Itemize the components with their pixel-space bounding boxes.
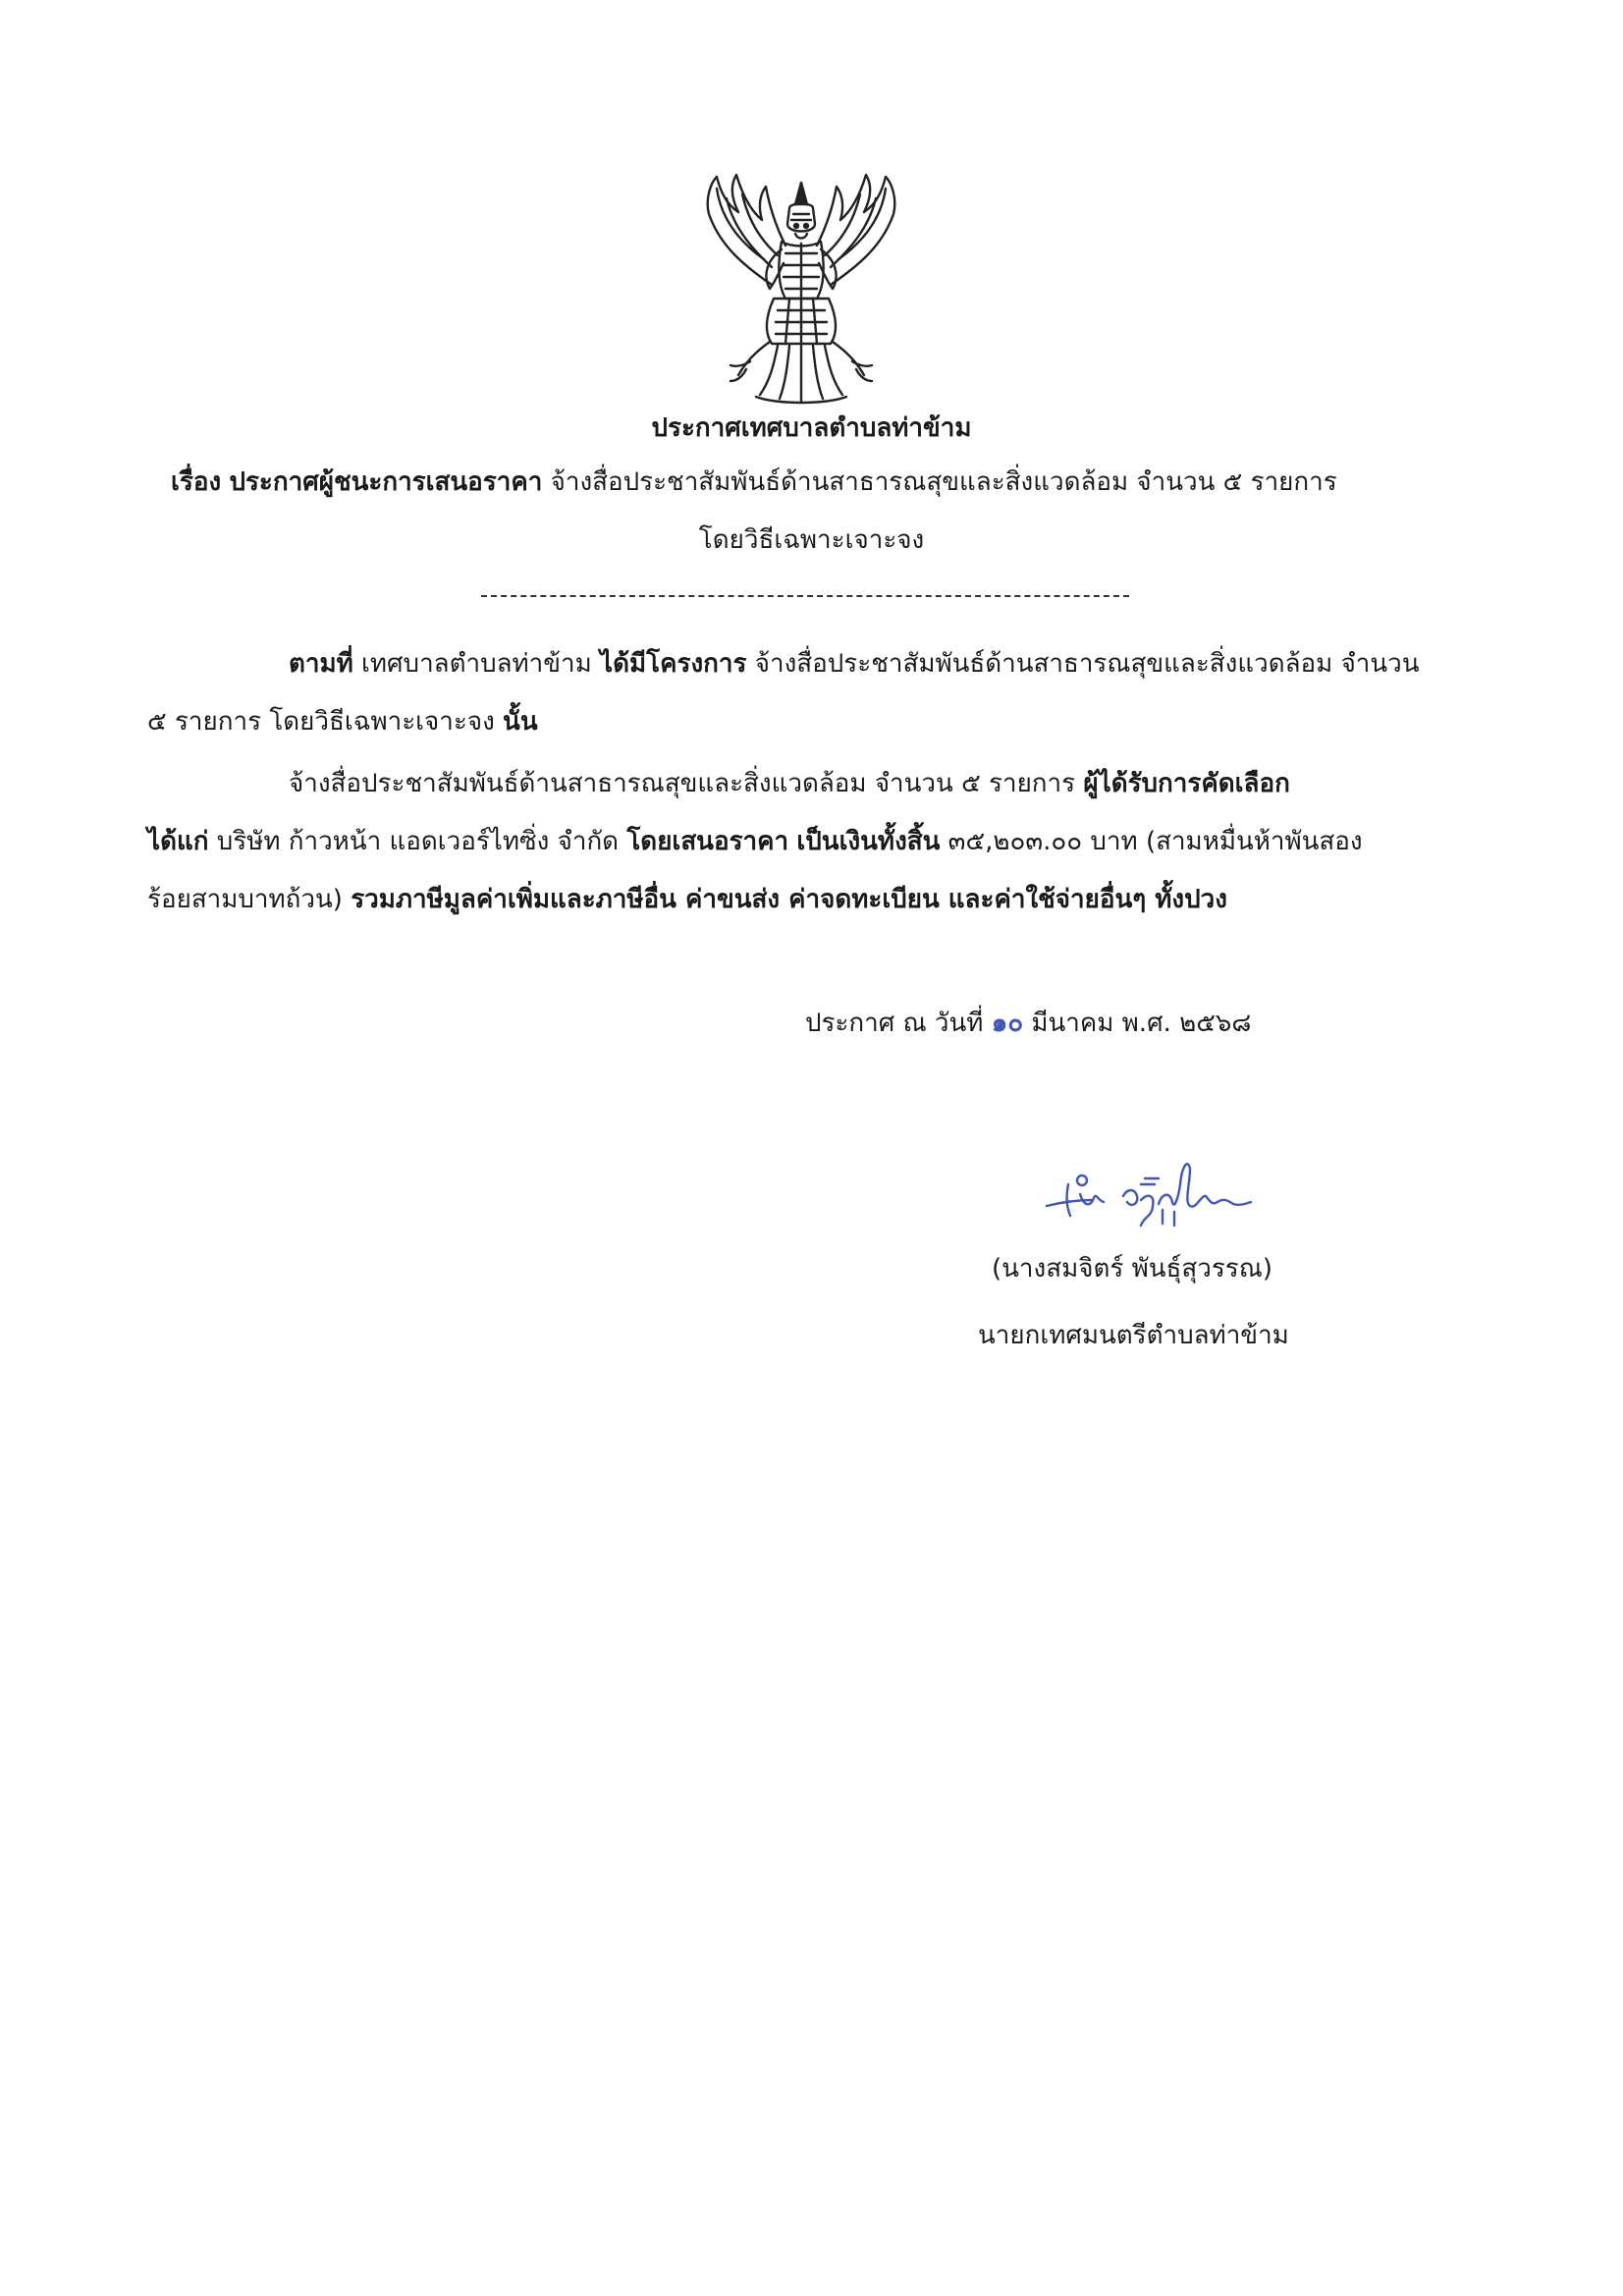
signer-position: นายกเทศมนตรีตำบลท่าข้าม [978, 1321, 1289, 1350]
handwritten-signature [1033, 1145, 1269, 1233]
announcement-date [805, 1004, 1251, 1043]
date-day-handwritten: ๑๐ [991, 1009, 1024, 1038]
paragraph-1-line-2 [147, 702, 538, 741]
p1-end: นั้น [503, 707, 538, 737]
paragraph-1-line-1 [289, 644, 1420, 683]
paragraph-2-line-1 [289, 764, 1290, 803]
subject-label: เรื่อง [171, 467, 222, 497]
p1-project-label: ได้มีโครงการ [600, 649, 747, 679]
divider [481, 595, 1129, 597]
p2-inclusions: รวมภาษีมูลค่าเพิ่มและภาษีอื่น ค่าขนส่ง ค่าจดทะเบียน และค่าใช้จ่ายอื่นๆ ทั้งปวง [351, 885, 1227, 914]
date-month-year: มีนาคม พ.ศ. ๒๕๖๘ [1031, 1009, 1252, 1038]
paragraph-2-line-3 [147, 880, 1227, 919]
p2-winner: บริษัท ก้าวหน้า แอดเวอร์ไทซิ่ง จำกัด [216, 827, 620, 856]
p2-total-label: เป็นเงินทั้งสิ้น [796, 827, 941, 856]
p2-amount: ๓๕,๒๐๓.๐๐ บาท (สามหมื่นห้าพันสอง [947, 827, 1363, 856]
garuda-emblem-icon [687, 169, 915, 405]
subject-line-2: โดยวิธีเฉพาะเจาะจง [698, 525, 925, 555]
subject-line [171, 463, 1337, 502]
p1-agency: เทศบาลตำบลท่าข้าม [361, 649, 592, 679]
subject-bold: ประกาศผู้ชนะการเสนอราคา [229, 467, 543, 497]
date-prefix: ประกาศ ณ วันที่ [805, 1009, 984, 1038]
p2-selected-label: ผู้ได้รับการคัดเลือก [1083, 769, 1290, 798]
subject-text: จ้างสื่อประชาสัมพันธ์ด้านสาธารณสุขและสิ่งแวดล้อม จำนวน ๕ รายการ [550, 467, 1337, 497]
p2-amount-words: ร้อยสามบาทถ้วน) [147, 885, 343, 914]
p2-winner-label: ได้แก่ [147, 827, 209, 856]
announcement-title: ประกาศเทศบาลตำบลท่าข้าม [651, 413, 972, 443]
p1-project: จ้างสื่อประชาสัมพันธ์ด้านสาธารณสุขและสิ่งแวดล้อม จำนวน [754, 649, 1420, 679]
p1-intro: ตามที่ [289, 649, 353, 679]
p2-project: จ้างสื่อประชาสัมพันธ์ด้านสาธารณสุขและสิ่งแวดล้อม จำนวน ๕ รายการ [289, 769, 1076, 798]
p1-method: ๕ รายการ โดยวิธีเฉพาะเจาะจง [147, 707, 495, 737]
signer-name: (นางสมจิตร์ พันธุ์สุวรรณ) [992, 1254, 1273, 1284]
paragraph-2-line-2 [147, 822, 1363, 861]
p2-offer-label: โดยเสนอราคา [626, 827, 789, 856]
